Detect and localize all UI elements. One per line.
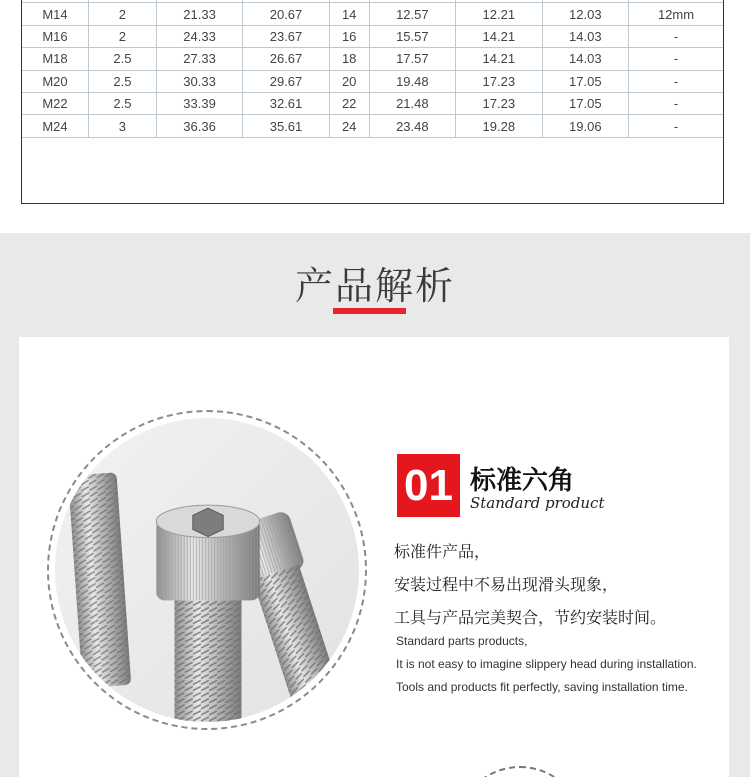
spec-cell: 19.28 xyxy=(456,115,542,137)
spec-row xyxy=(22,3,723,25)
spec-row xyxy=(22,115,723,137)
spec-cell: 17.05 xyxy=(542,92,628,114)
spec-cell: 14.21 xyxy=(456,48,542,70)
spec-table xyxy=(22,0,723,138)
spec-cell: 12mm xyxy=(629,3,723,25)
product-photo xyxy=(47,410,367,730)
spec-cell: 19.48 xyxy=(369,70,455,92)
spec-cell: - xyxy=(629,25,723,47)
spec-cell: 2.5 xyxy=(88,92,156,114)
desc-cn-line: 工具与产品完美契合，节约安装时间。 xyxy=(394,608,667,627)
spec-cell: 14.21 xyxy=(456,25,542,47)
spec-cell: 14 xyxy=(329,3,369,25)
spec-cell: M20 xyxy=(22,70,88,92)
spec-cell: 23.67 xyxy=(243,25,329,47)
spec-cell: 36.36 xyxy=(156,115,242,137)
spec-cell: 21.33 xyxy=(156,3,242,25)
feature-subtitle: Standard product xyxy=(470,494,605,512)
desc-cn-line: 标准件产品， xyxy=(394,542,491,561)
spec-cell: 12.03 xyxy=(542,3,628,25)
spec-cell: 14.03 xyxy=(542,48,628,70)
spec-cell: - xyxy=(629,115,723,137)
spec-cell: - xyxy=(629,70,723,92)
spec-cell: M18 xyxy=(22,48,88,70)
spec-cell: 29.67 xyxy=(243,70,329,92)
spec-cell: 16 xyxy=(329,25,369,47)
spec-row xyxy=(22,25,723,47)
spec-cell: 17.57 xyxy=(369,48,455,70)
spec-cell: 17.05 xyxy=(542,70,628,92)
spec-cell: 2.5 xyxy=(88,48,156,70)
spec-cell: 30.33 xyxy=(156,70,242,92)
spec-cell: 14.03 xyxy=(542,25,628,47)
spec-cell: 33.39 xyxy=(156,92,242,114)
feature-title: 标准六角 xyxy=(470,466,575,496)
spec-cell: 27.33 xyxy=(156,48,242,70)
spec-cell: 20.67 xyxy=(243,3,329,25)
spec-cell: M22 xyxy=(22,92,88,114)
feature-number-badge: 01 xyxy=(397,454,460,517)
spec-cell: 24.33 xyxy=(156,25,242,47)
title-underline xyxy=(333,308,406,314)
spec-cell: M24 xyxy=(22,115,88,137)
spec-row xyxy=(22,92,723,114)
spec-cell: 2 xyxy=(88,3,156,25)
spec-cell: 2 xyxy=(88,25,156,47)
spec-cell: 15.57 xyxy=(369,25,455,47)
spec-cell: 2.5 xyxy=(88,70,156,92)
spec-cell: 19.06 xyxy=(542,115,628,137)
spec-cell: 24 xyxy=(329,115,369,137)
spec-cell: 26.67 xyxy=(243,48,329,70)
desc-en-line: Tools and products fit perfectly, saving installation time. xyxy=(396,680,688,694)
spec-cell: 22 xyxy=(329,92,369,114)
spec-row xyxy=(22,70,723,92)
desc-cn-line: 安装过程中不易出现滑头现象， xyxy=(394,575,619,594)
spec-row xyxy=(22,48,723,70)
spec-cell: M14 xyxy=(22,3,88,25)
section-title: 产品解析 xyxy=(294,264,455,308)
spec-cell: 20 xyxy=(329,70,369,92)
spec-cell: 17.23 xyxy=(456,70,542,92)
desc-en-line: Standard parts products, xyxy=(396,634,528,648)
hex-bolt-illustration xyxy=(55,418,359,722)
spec-cell: - xyxy=(629,92,723,114)
spec-cell: M16 xyxy=(22,25,88,47)
spec-table-section xyxy=(0,0,750,233)
spec-cell: 17.23 xyxy=(456,92,542,114)
desc-en-line: It is not easy to imagine slippery head during installation. xyxy=(396,657,697,671)
spec-cell: 32.61 xyxy=(243,92,329,114)
spec-cell: 12.21 xyxy=(456,3,542,25)
spec-cell: 21.48 xyxy=(369,92,455,114)
spec-table-frame xyxy=(21,0,724,204)
spec-cell: 12.57 xyxy=(369,3,455,25)
spec-cell: 3 xyxy=(88,115,156,137)
spec-cell: - xyxy=(629,48,723,70)
spec-cell: 35.61 xyxy=(243,115,329,137)
spec-cell: 23.48 xyxy=(369,115,455,137)
spec-cell: 18 xyxy=(329,48,369,70)
